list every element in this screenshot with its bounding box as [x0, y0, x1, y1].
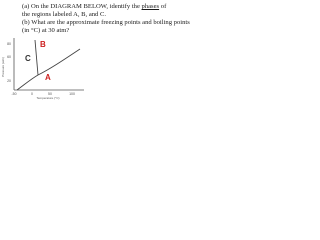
- x-tick: 50: [48, 92, 52, 96]
- question-text: [22, 3, 198, 35]
- y-tick: 20: [7, 79, 11, 83]
- x-tick: -50: [11, 92, 17, 96]
- question-line-a-cont: the regions labeled A, B, and C.: [22, 11, 107, 19]
- question-a-prefix: (a) On the DIAGRAM BELOW, identify the: [22, 3, 142, 10]
- question-a-suffix: of: [159, 3, 167, 10]
- y-tick: 60: [7, 55, 11, 59]
- phase-diagram: [0, 35, 92, 100]
- x-tick: 100: [69, 92, 75, 96]
- region-label-c: C: [25, 54, 31, 63]
- y-axis-label: Pressure (atm): [1, 57, 5, 77]
- question-line-b: (b) What are the approximate freezing points and boiling points: [22, 19, 190, 27]
- region-label-b: B: [40, 40, 46, 49]
- region-label-a: A: [45, 73, 51, 82]
- question-a-underlined-word: phases: [141, 3, 160, 10]
- y-tick: 80: [7, 42, 11, 46]
- question-line-b-cont: (in °C) at 30 atm?: [22, 27, 70, 35]
- question-line-a: [22, 3, 198, 11]
- x-tick: 0: [31, 92, 33, 96]
- fusion-curve: [35, 40, 38, 75]
- x-axis-label: Temperature (°C): [36, 96, 60, 100]
